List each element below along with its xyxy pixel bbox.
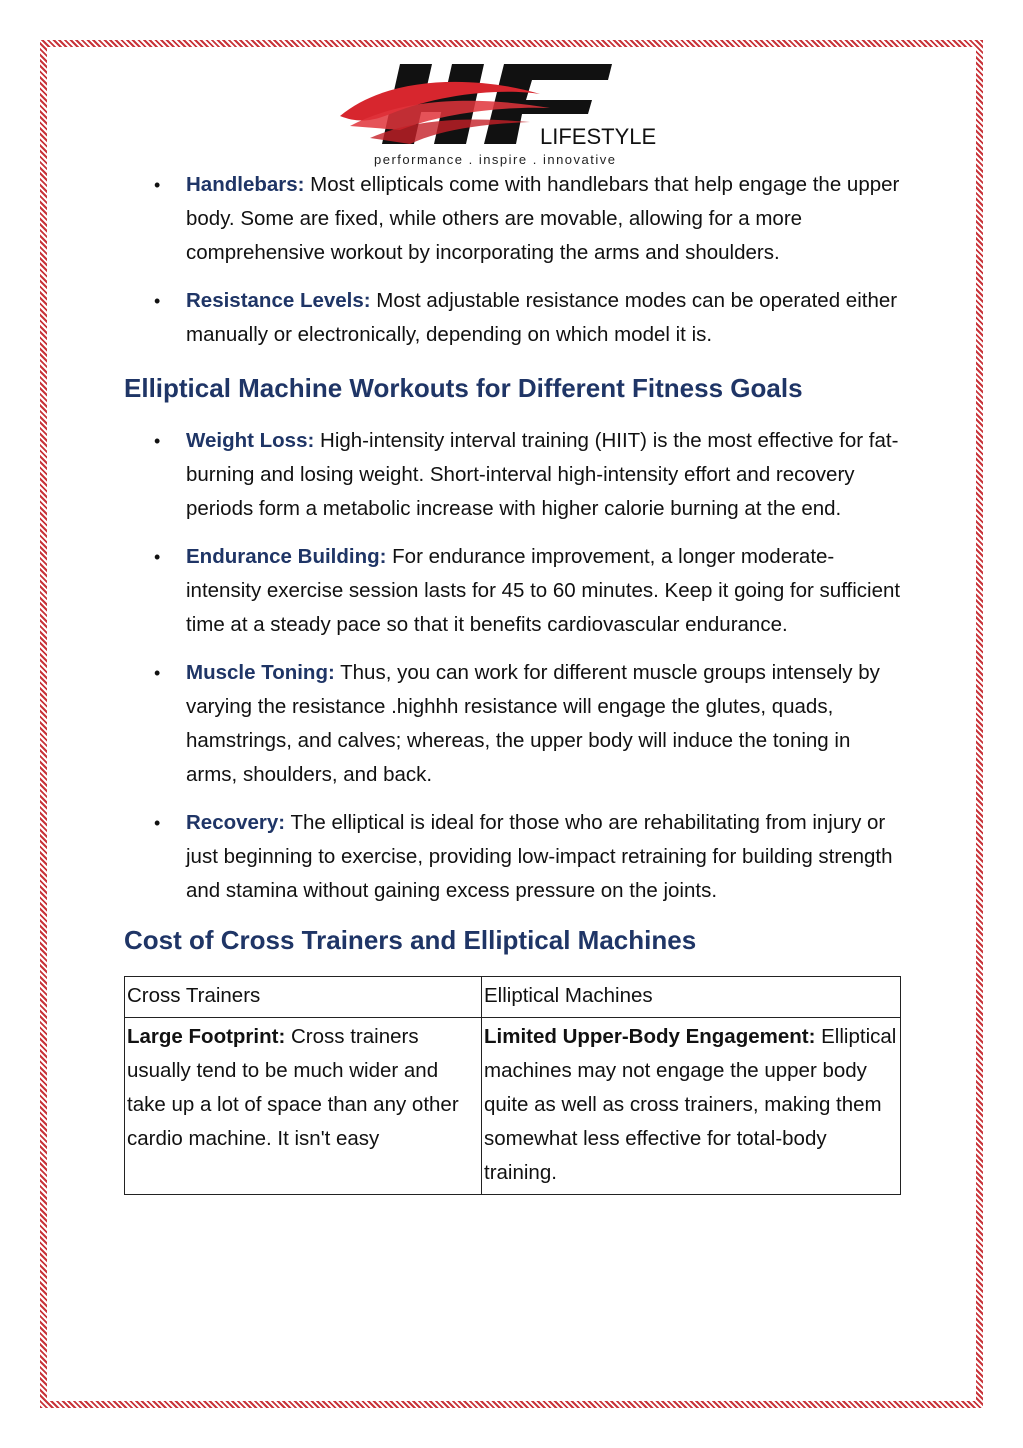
list-text: The elliptical is ideal for those who are rehabilitating from injury or just beginning to exercise, providing low-impact retraining for building strength and stamina without gaining excess pressure on the joints. [186, 811, 893, 902]
list-item [124, 806, 904, 908]
logo-tagline: performance . inspire . innovative [374, 152, 617, 167]
list-text: Thus, you can work for different muscle groups intensely by varying the resistance .highhh resistance will engage the glutes, quads, hamstrings, and calves; whereas, the upper body will induce the toning in arms, shoulders, and back. [186, 661, 880, 786]
list-text: High-intensity interval training (HIIT) is the most effective for fat-burning and losing weight. Short-interval high-intensity effort and recovery periods form a metabolic increase with higher calorie burning at the end. [186, 429, 899, 520]
list-term: Handlebars: [186, 173, 305, 196]
table-header-cell: Elliptical Machines [482, 977, 901, 1018]
list-term: Muscle Toning: [186, 661, 335, 684]
list-text: Most adjustable resistance modes can be operated either manually or electronically, depending on which model it is. [186, 289, 898, 346]
list-term: Resistance Levels: [186, 289, 371, 312]
comparison-table [124, 976, 901, 1195]
table-row [125, 1018, 901, 1195]
list-item [124, 284, 904, 352]
section-heading-goals: Elliptical Machine Workouts for Different Fitness Goals [124, 373, 803, 403]
list-text: Most ellipticals come with handlebars that help engage the upper body. Some are fixed, while others are movable, allowing for a more comprehensive workout by incorporating the arms and shoulders. [186, 173, 900, 264]
logo-wordmark: LIFESTYLE [540, 124, 657, 149]
table-header-row [125, 977, 901, 1018]
goals-list [124, 424, 904, 908]
cell-term: Large Footprint: [127, 1025, 286, 1048]
feature-list [124, 168, 904, 352]
list-term: Recovery: [186, 811, 286, 834]
table-cell [125, 1018, 482, 1195]
list-item [124, 540, 904, 642]
cell-text: Elliptical machines may not engage the upper body quite as well as cross trainers, making them somewhat less effective for total-body training. [484, 1025, 897, 1184]
table-cell [482, 1018, 901, 1195]
list-item [124, 424, 904, 526]
cell-term: Limited Upper-Body Engagement: [484, 1025, 816, 1048]
hf-lifestyle-logo [330, 54, 660, 172]
list-item [124, 656, 904, 792]
section-heading-cost: Cost of Cross Trainers and Elliptical Machines [124, 925, 697, 955]
list-item [124, 168, 904, 270]
list-term: Weight Loss: [186, 429, 315, 452]
document-body [124, 168, 904, 1195]
list-text: For endurance improvement, a longer moderate-intensity exercise session lasts for 45 to 60 minutes. Keep it going for sufficient time at a steady pace so that it benefits cardiovascular endurance. [186, 545, 901, 636]
table-header-cell: Cross Trainers [125, 977, 482, 1018]
cell-text: Cross trainers usually tend to be much wider and take up a lot of space than any other cardio machine. It isn't easy [127, 1025, 459, 1150]
list-term: Endurance Building: [186, 545, 387, 568]
